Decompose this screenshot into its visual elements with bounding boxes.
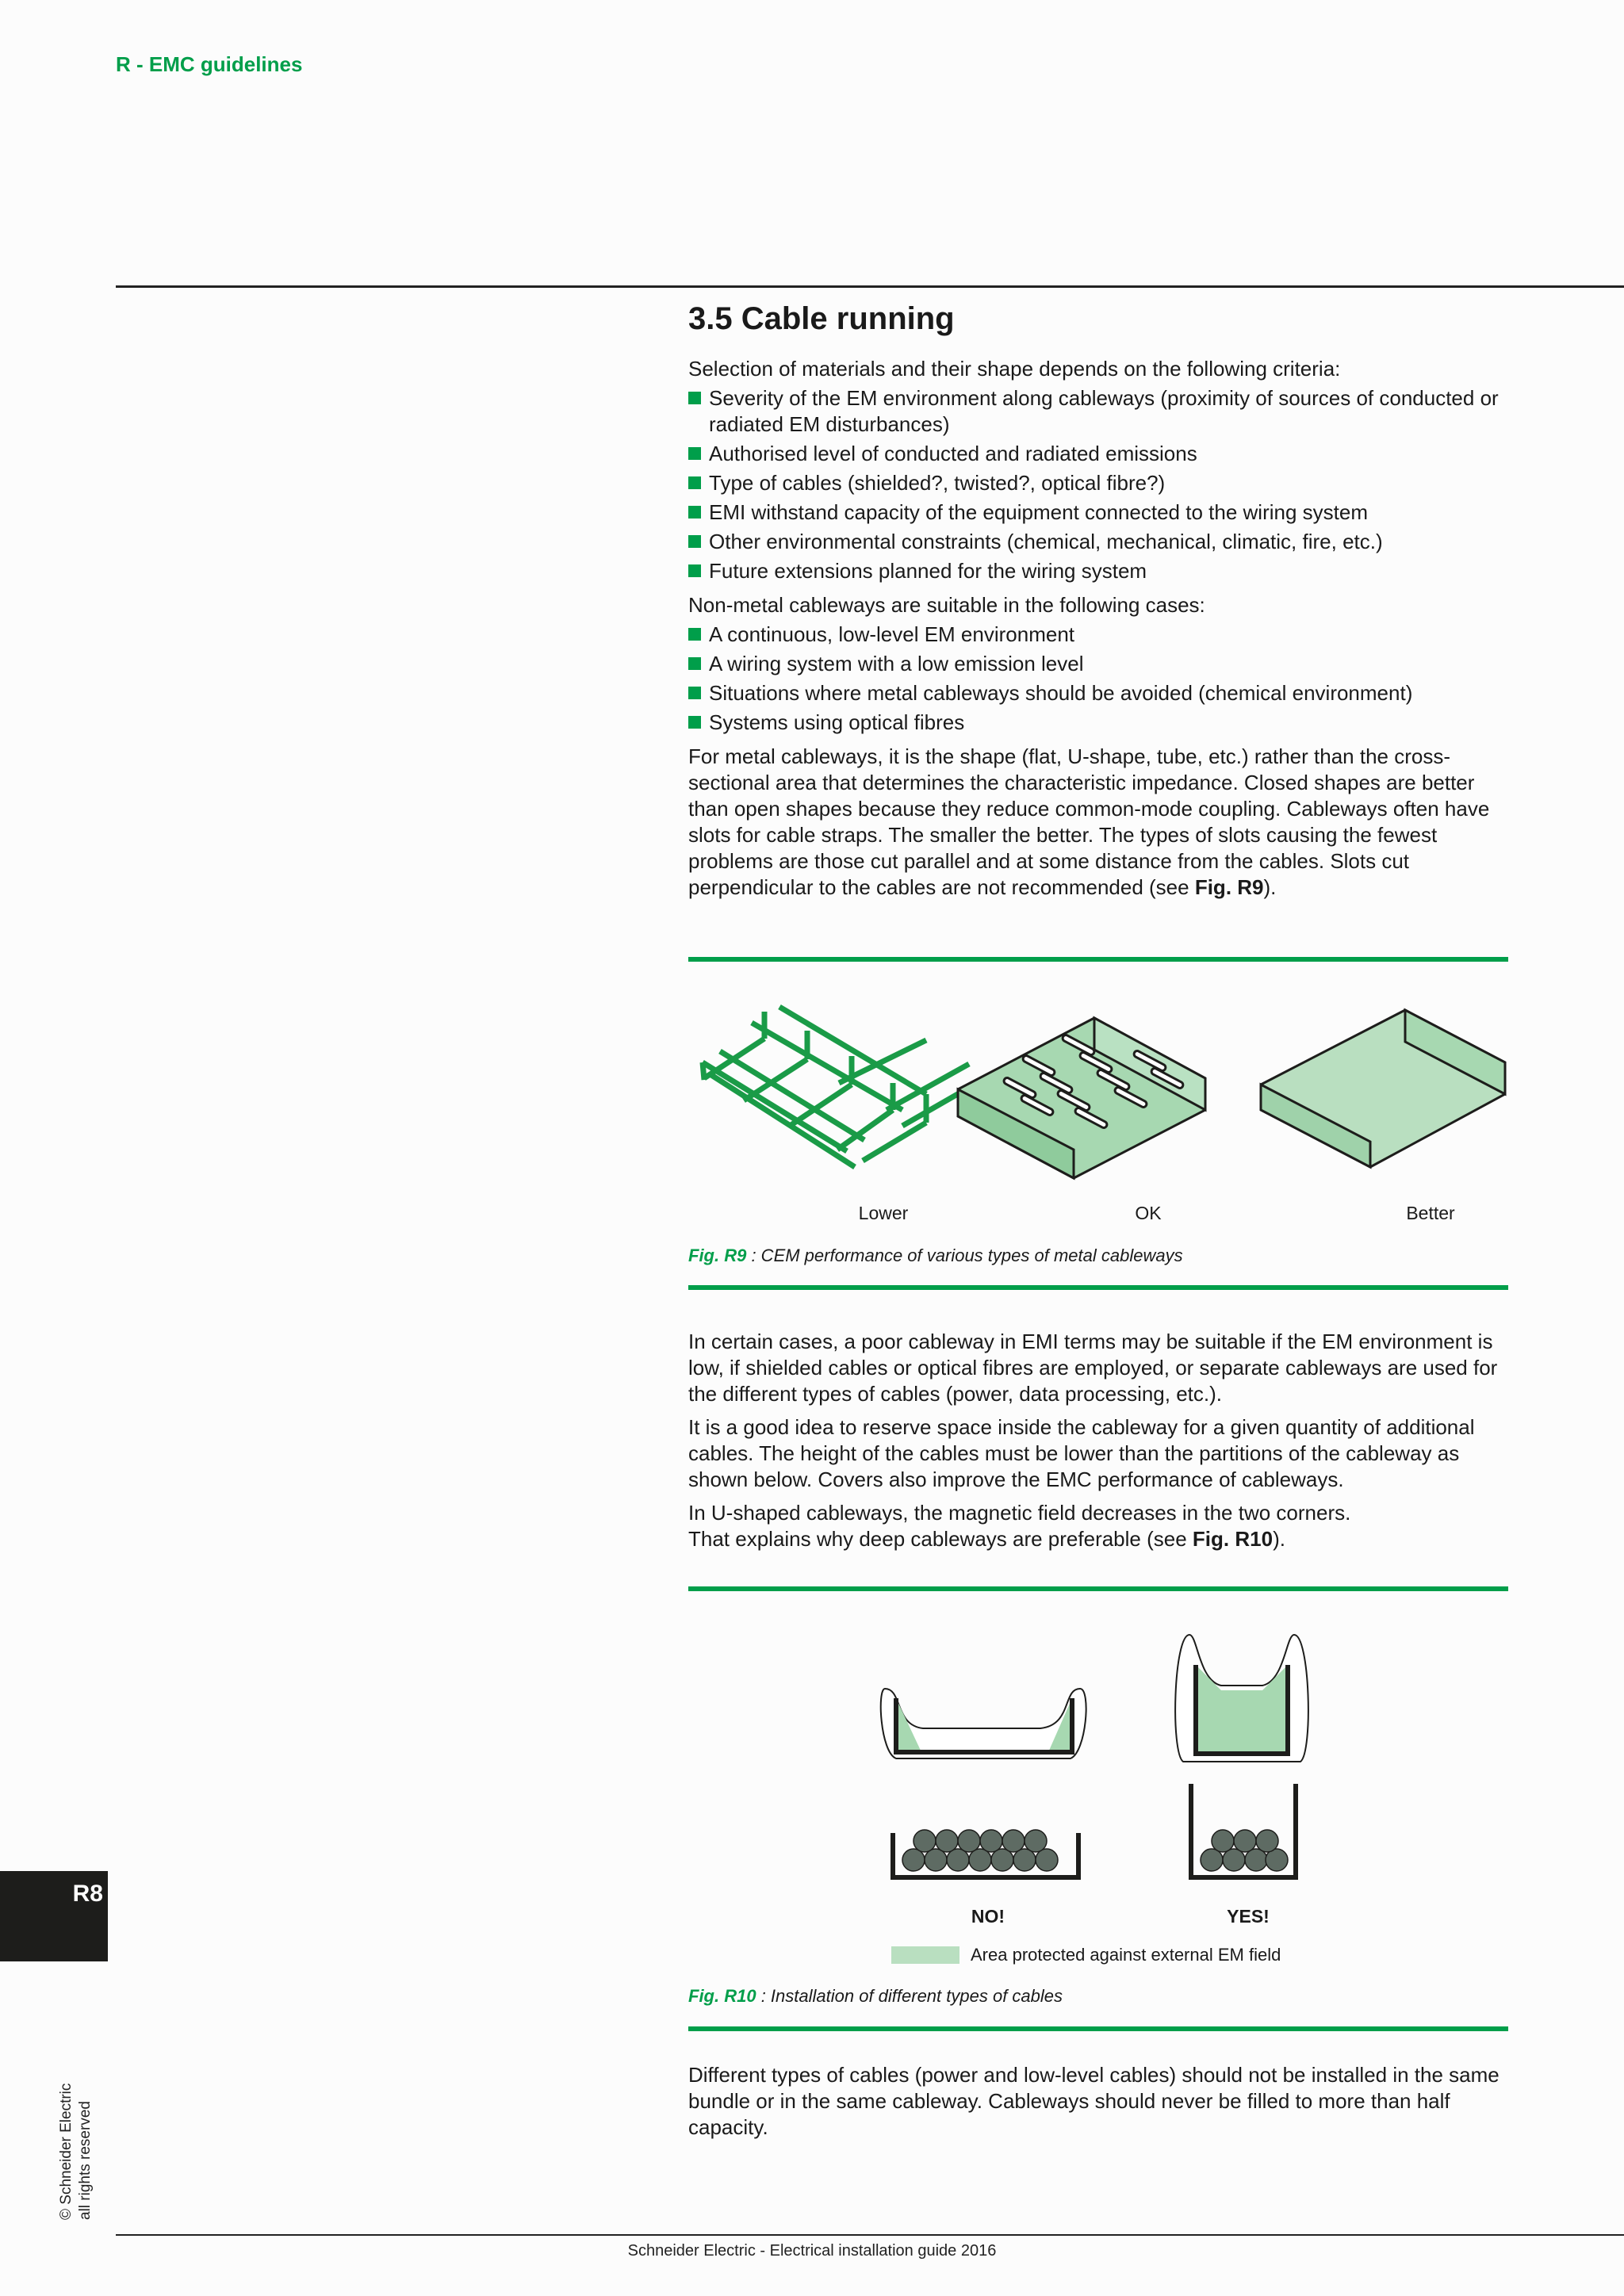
fig-r9-caption	[688, 1246, 1183, 1266]
middle-para-1: In certain cases, a poor cableway in EMI terms may be suitable if the EM environment is low, if shielded cables or optical fibres are employed, or separate cableways are used for the different types of cables (power, data processing, etc.).	[688, 1330, 1498, 1406]
top-divider	[116, 285, 1624, 288]
fig-r9-top-rule	[688, 957, 1508, 962]
middle-para-3-line-1: In U-shaped cableways, the magnetic field decreases in the two corners.	[688, 1501, 1351, 1525]
page-tab	[0, 1871, 108, 1961]
fig-r9-label-lower: Lower	[858, 1203, 909, 1223]
criteria-intro: Selection of materials and their shape depends on the following criteria:	[688, 357, 1341, 381]
fig-r10-label-yes: YES!	[1227, 1906, 1270, 1927]
middle-para-3	[688, 1500, 1513, 1552]
criteria-item: Authorised level of conducted and radiated emissions	[688, 441, 1513, 467]
deep-tray-field	[1175, 1635, 1308, 1762]
bottom-divider	[116, 2234, 1624, 2236]
middle-body	[688, 1329, 1513, 1552]
shallow-tray-field	[881, 1689, 1086, 1758]
wire-mesh-tray	[703, 1007, 977, 1167]
page-number: R8	[72, 1881, 103, 1907]
fig-r10-top-rule	[688, 1586, 1508, 1591]
middle-para-2: It is a good idea to reserve space inside the cableway for a given quantity of additional cables. The height of the cables must be lower than the partitions of the cableway as shown below. Covers also improve the EMC performance of cableways.	[688, 1415, 1475, 1491]
fig-r9-reference: Fig. R9	[1194, 875, 1264, 899]
closing-body	[688, 2062, 1513, 2141]
middle-para-3-line-2: That explains why deep cableways are preferable (see	[688, 1527, 1193, 1551]
criteria-item: Severity of the EM environment along cableways (proximity of sources of conducted or radiated EM disturbances)	[688, 385, 1513, 438]
criteria-item: Future extensions planned for the wiring system	[688, 558, 1513, 584]
nonmetal-intro: Non-metal cableways are suitable in the following cases:	[688, 593, 1205, 617]
deep-tray-cables	[1191, 1784, 1296, 1877]
nonmetal-item: A continuous, low-level EM environment	[688, 622, 1513, 648]
middle-para-3-end: ).	[1273, 1527, 1285, 1551]
copyright-notice	[57, 2084, 95, 2220]
chapter-header: R - EMC guidelines	[116, 52, 303, 76]
fig-r9-label-ok: OK	[1135, 1203, 1162, 1223]
fig-r10-caption	[688, 1986, 1063, 2007]
criteria-item: EMI withstand capacity of the equipment connected to the wiring system	[688, 499, 1513, 526]
fig-r9-caption-text: : CEM performance of various types of metal cableways	[746, 1246, 1183, 1265]
legend-swatch	[891, 1946, 959, 1964]
fig-r10-caption-text: : Installation of different types of cables	[756, 1986, 1063, 2006]
closing-paragraph: Different types of cables (power and low-level cables) should not be installed in the same bundle or in the same cableway. Cableways should never be filled to more than half capacity.	[688, 2063, 1500, 2139]
fig-r10-bottom-rule	[688, 2026, 1508, 2031]
fig-r10-caption-number: Fig. R10	[688, 1986, 756, 2006]
nonmetal-item: A wiring system with a low emission level	[688, 651, 1513, 677]
u-shaped-tray	[1261, 1010, 1505, 1167]
nonmetal-item: Situations where metal cableways should be avoided (chemical environment)	[688, 680, 1513, 706]
fig-r9-caption-number: Fig. R9	[688, 1246, 747, 1265]
section-title: 3.5 Cable running	[688, 301, 955, 336]
perforated-tray	[958, 1018, 1205, 1178]
shallow-tray-cables	[893, 1830, 1078, 1877]
fig-r9-bottom-rule	[688, 1285, 1508, 1290]
section-body	[688, 301, 1513, 901]
copyright-line-1: © Schneider Electric	[58, 2083, 75, 2220]
metal-paragraph-end: ).	[1263, 875, 1277, 899]
fig-r9-illustration	[688, 991, 1513, 1197]
copyright-line-2: all rights reserved	[77, 2101, 94, 2220]
fig-r10-illustration	[872, 1625, 1316, 1895]
page-footer: Schneider Electric - Electrical installation guide 2016	[627, 2242, 997, 2260]
criteria-item: Type of cables (shielded?, twisted?, optical fibre?)	[688, 470, 1513, 496]
fig-r9-label-better: Better	[1406, 1203, 1455, 1223]
criteria-item: Other environmental constraints (chemical, mechanical, climatic, fire, etc.)	[688, 529, 1513, 555]
fig-r10-reference: Fig. R10	[1192, 1527, 1274, 1551]
fig-r10-label-no: NO!	[971, 1906, 1005, 1927]
legend-label: Area protected against external EM field	[971, 1945, 1281, 1965]
metal-paragraph-text: For metal cableways, it is the shape (flat, U-shape, tube, etc.) rather than the cross-sectional area that determines the characteristic impedance. Closed shapes are better than open shapes because they reduce common-mode coupling. Cableways often have slots for cable straps. The smaller the better. The types of slots causing the fewest problems are those cut parallel and at some distance from the cables. Slots cut perpendicular to the cables are not recommended (see	[688, 744, 1490, 899]
metal-paragraph	[688, 744, 1513, 901]
nonmetal-item: Systems using optical fibres	[688, 710, 1513, 736]
